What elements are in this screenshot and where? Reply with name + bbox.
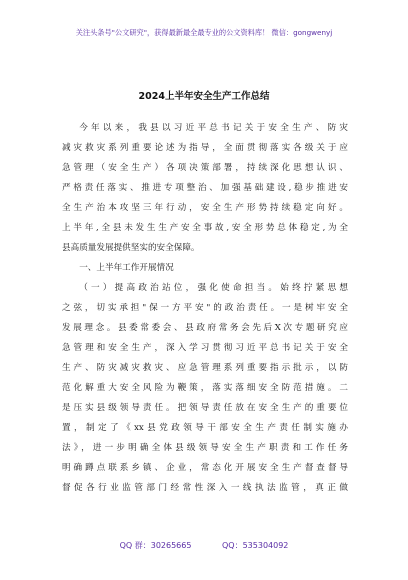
body-line: （一）提高政治站位，强化使命担当。始终拧紧思想 (79, 283, 348, 293)
body-line: 督促各行业监管部门经常性深入一线执法监管，真正做 (62, 483, 348, 493)
body-line: 严格责任落实、推进专项整治、加强基础建设,稳步推进安 (62, 183, 348, 193)
document-title: 2024上半年安全生产工作总结 (138, 91, 270, 102)
body-line: 之弦，切实承担"保一方平安"的政治责任。一是树牢安全 (62, 303, 348, 313)
body-line: 上半年,全县未发生生产安全事故,安全形势总体稳定,为全 (62, 223, 348, 233)
body-line: 急管理（安全生产）各项决策部署，持续深化思想认识、 (62, 163, 348, 173)
body-line: 县高质量发展提供坚实的安全保障。 (62, 243, 200, 253)
document-body (62, 118, 348, 498)
body-line: 是压实县级领导责任。把领导责任放在安全生产的重要位 (62, 403, 348, 413)
header-promo-note: 关注头条号"公文研究"，获得最新最全最专业的公文资料库！ 微信：gongwenyj (75, 28, 333, 37)
body-line: 发展理念。县委常委会、县政府常务会先后X次专题研究应 (62, 323, 348, 333)
section-heading: 一、上半年工作开展情况 (79, 263, 174, 273)
body-line: 今年以来，我县以习近平总书记关于安全生产、防灾 (79, 123, 348, 133)
body-line: 生产、防灾减灾救灾、应急管理系列重要指示批示，以防 (62, 363, 348, 373)
body-line: 置，制定了《xx县党政领导干部安全生产责任制实施办 (62, 423, 348, 433)
body-line: 法》，进一步明确全体县级领导安全生产职责和工作任务 (62, 443, 348, 453)
body-line: 减灾救灾系列重要论述为指导，全面贯彻落实各级关于应 (62, 143, 348, 153)
body-line: 范化解重大安全风险为鞭策，落实落细安全防范措施。二 (62, 383, 348, 393)
body-line: 明确蹲点联系乡镇、企业，常态化开展安全生产督查督导 (62, 463, 348, 473)
body-line: 急管理和安全生产，深入学习贯彻习近平总书记关于安全 (62, 343, 348, 353)
footer-qq-number: QQ：535304092 (222, 541, 289, 550)
footer-qq-group: QQ 群：30265665 (119, 541, 192, 550)
body-line: 全生产治本攻坚三年行动，安全生产形势持续稳定向好。 (62, 203, 348, 213)
footer-contact (0, 540, 408, 551)
